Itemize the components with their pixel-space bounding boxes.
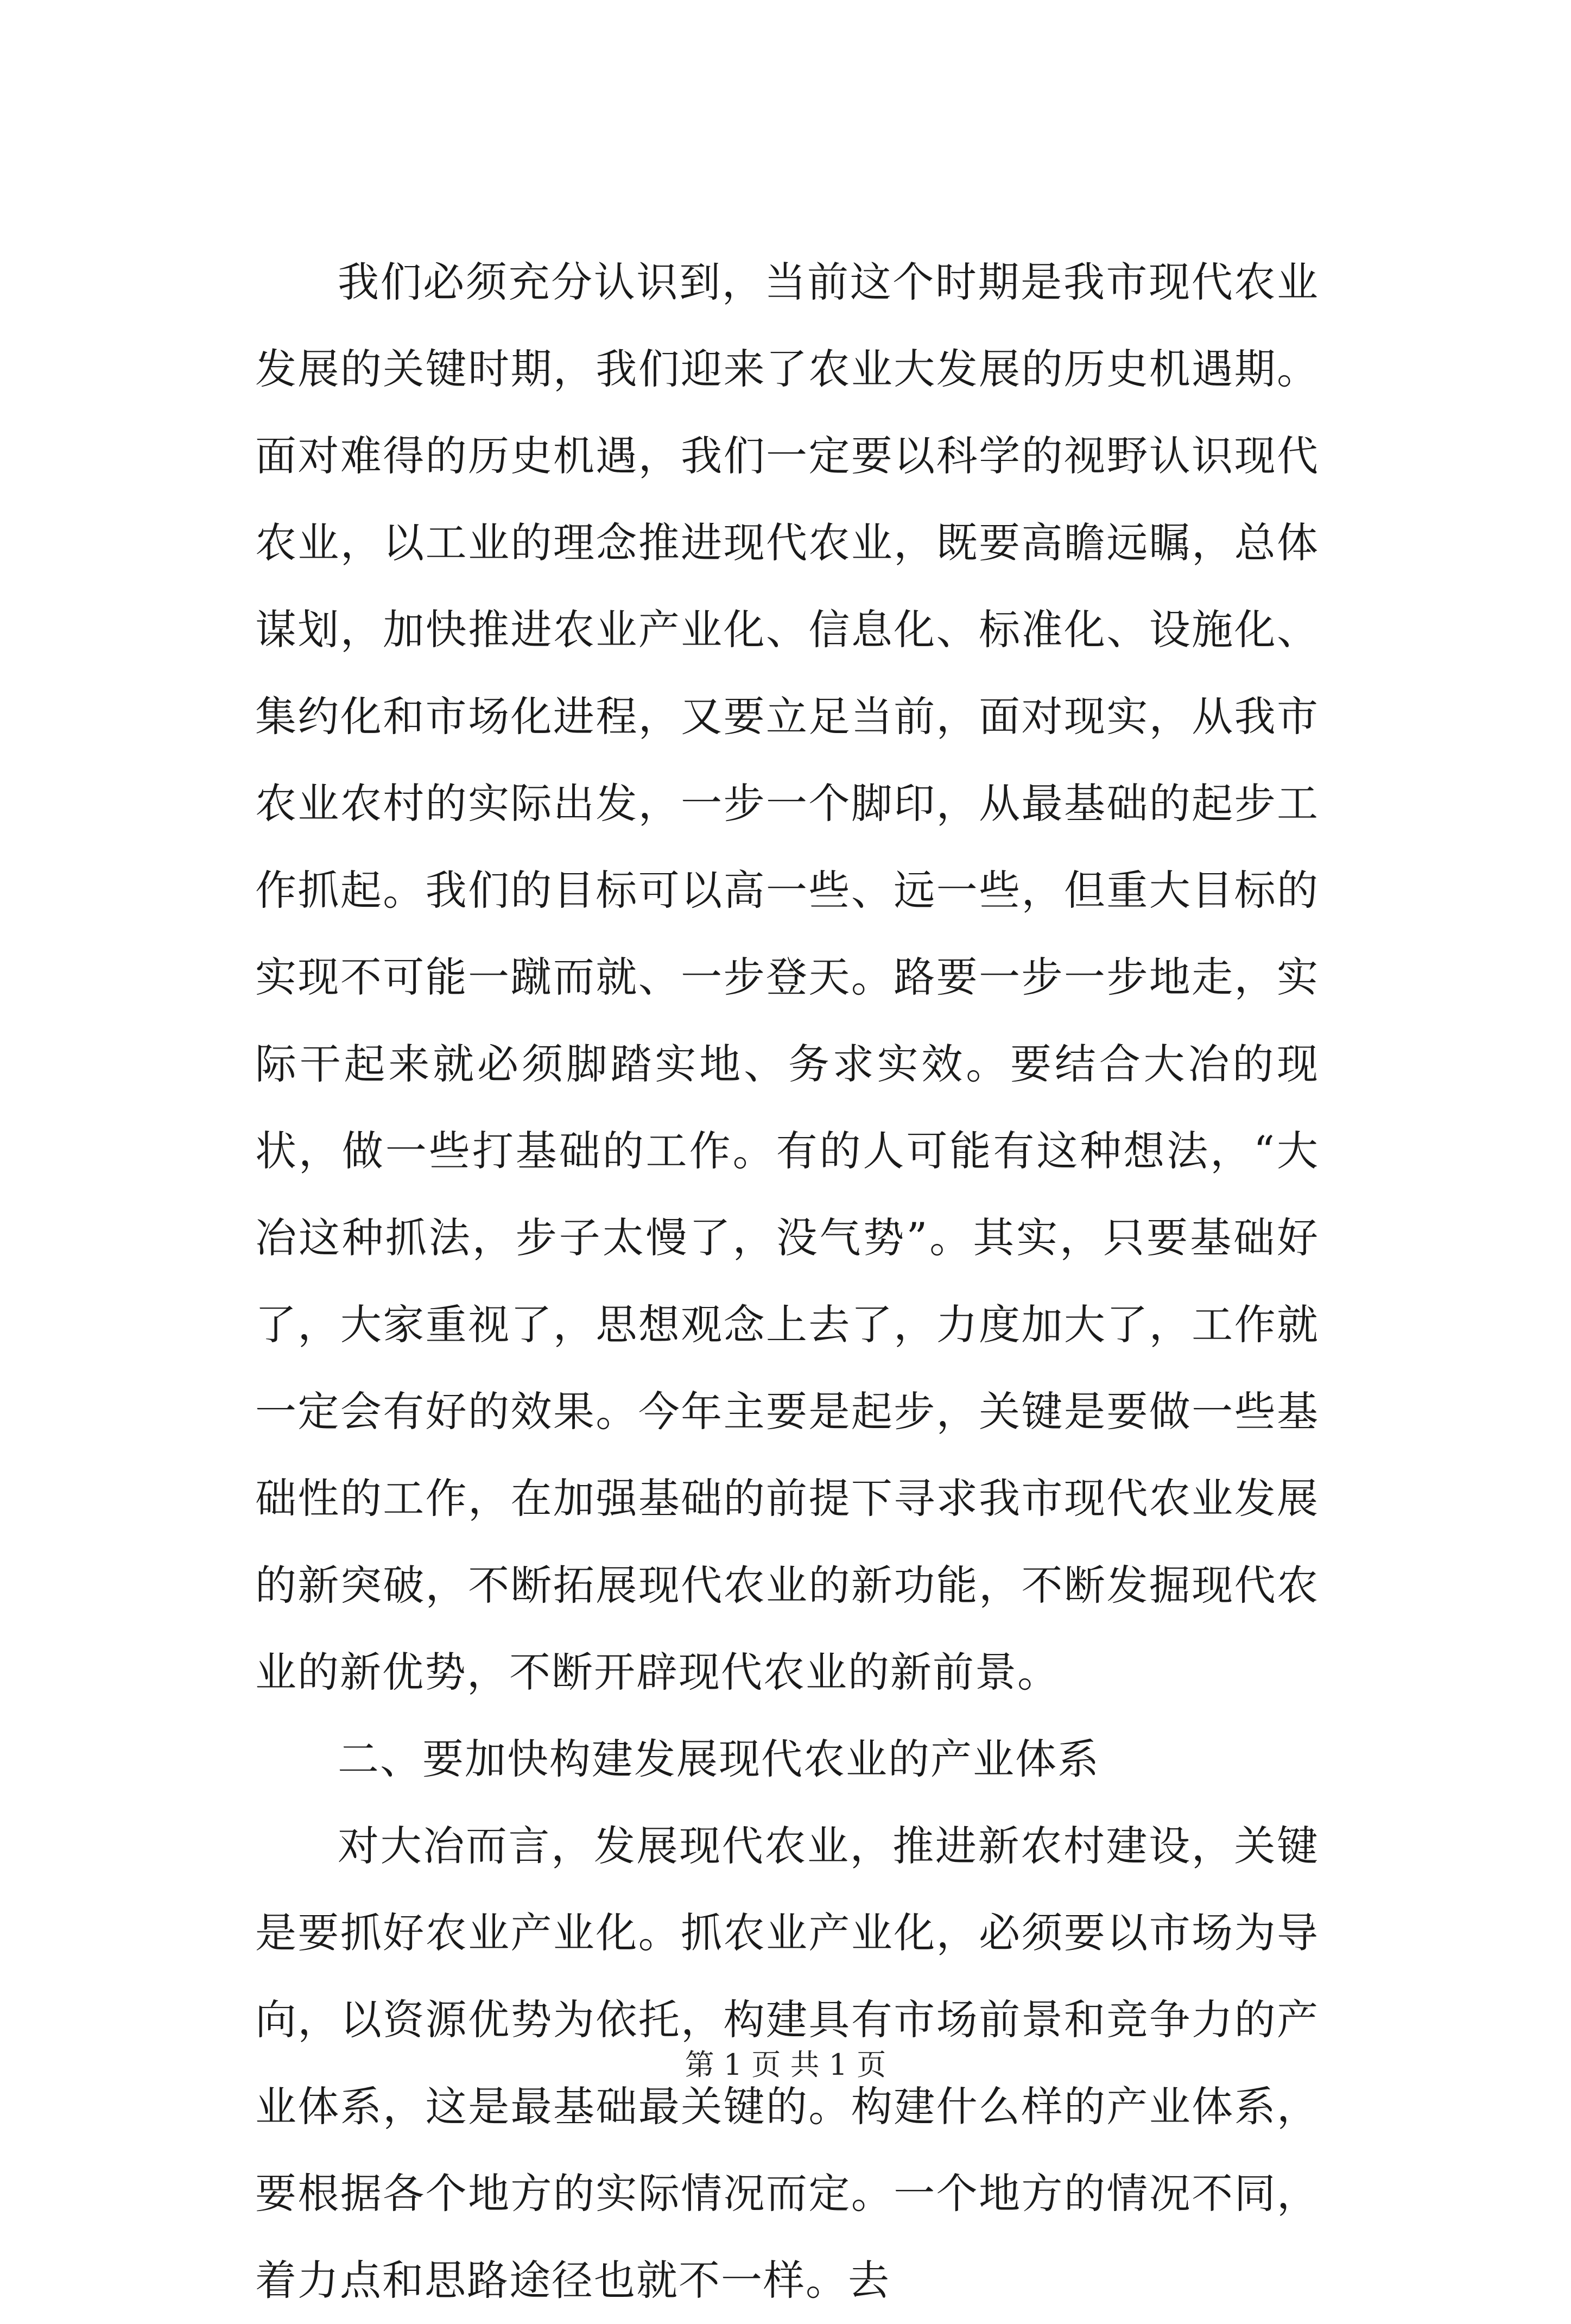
section-heading: 二、要加快构建发展现代农业的产业体系 <box>338 1735 1100 1783</box>
page-footer <box>0 2042 1571 2083</box>
paragraph: 对大冶而言，发展现代农业，推进新农村建设，关键是要抓好农业产业化。抓农业产业化，必须要以市场为导向，以资源优势为依托，构建具有市场前景和竞争力的产业体系，这是最基础最关键的。构建什么样的产业体系，要根据各个地方的实际情况而定。一个地方的情况不同，着力点和思路途径也就不一样。去 <box>255 1822 1319 2304</box>
document-body <box>255 239 1319 2324</box>
page-number: 第 1 页 共 1 页 <box>685 2048 886 2082</box>
paragraph: 我们必须充分认识到，当前这个时期是我市现代农业发展的关键时期，我们迎来了农业大发展的历史机遇期。面对难得的历史机遇，我们一定要以科学的视野认识现代农业，以工业的理念推进现代农业，既要高瞻远瞩，总体谋划，加快推进农业产业化、信息化、标准化、设施化、集约化和市场化进程，又要立足当前，面对现实，从我市农业农村的实际出发，一步一个脚印，从最基础的起步工作抓起。我们的目标可以高一些、远一些，但重大目标的实现不可能一蹴而就、一步登天。路要一步一步地走，实际干起来就必须脚踏实地、务求实效。要结合大冶的现状，做一些打基础的工作。有的人可能有这种想法，“大冶这种抓法，步子太慢了，没气势”。其实，只要基础好了，大家重视了，思想观念上去了，力度加大了，工作就一定会有好的效果。今年主要是起步，关键是要做一些基础性的工作，在加强基础的前提下寻求我市现代农业发展的新突破，不断拓展现代农业的新功能，不断发掘现代农业的新优势，不断开辟现代农业的新前景。 <box>255 258 1319 1696</box>
